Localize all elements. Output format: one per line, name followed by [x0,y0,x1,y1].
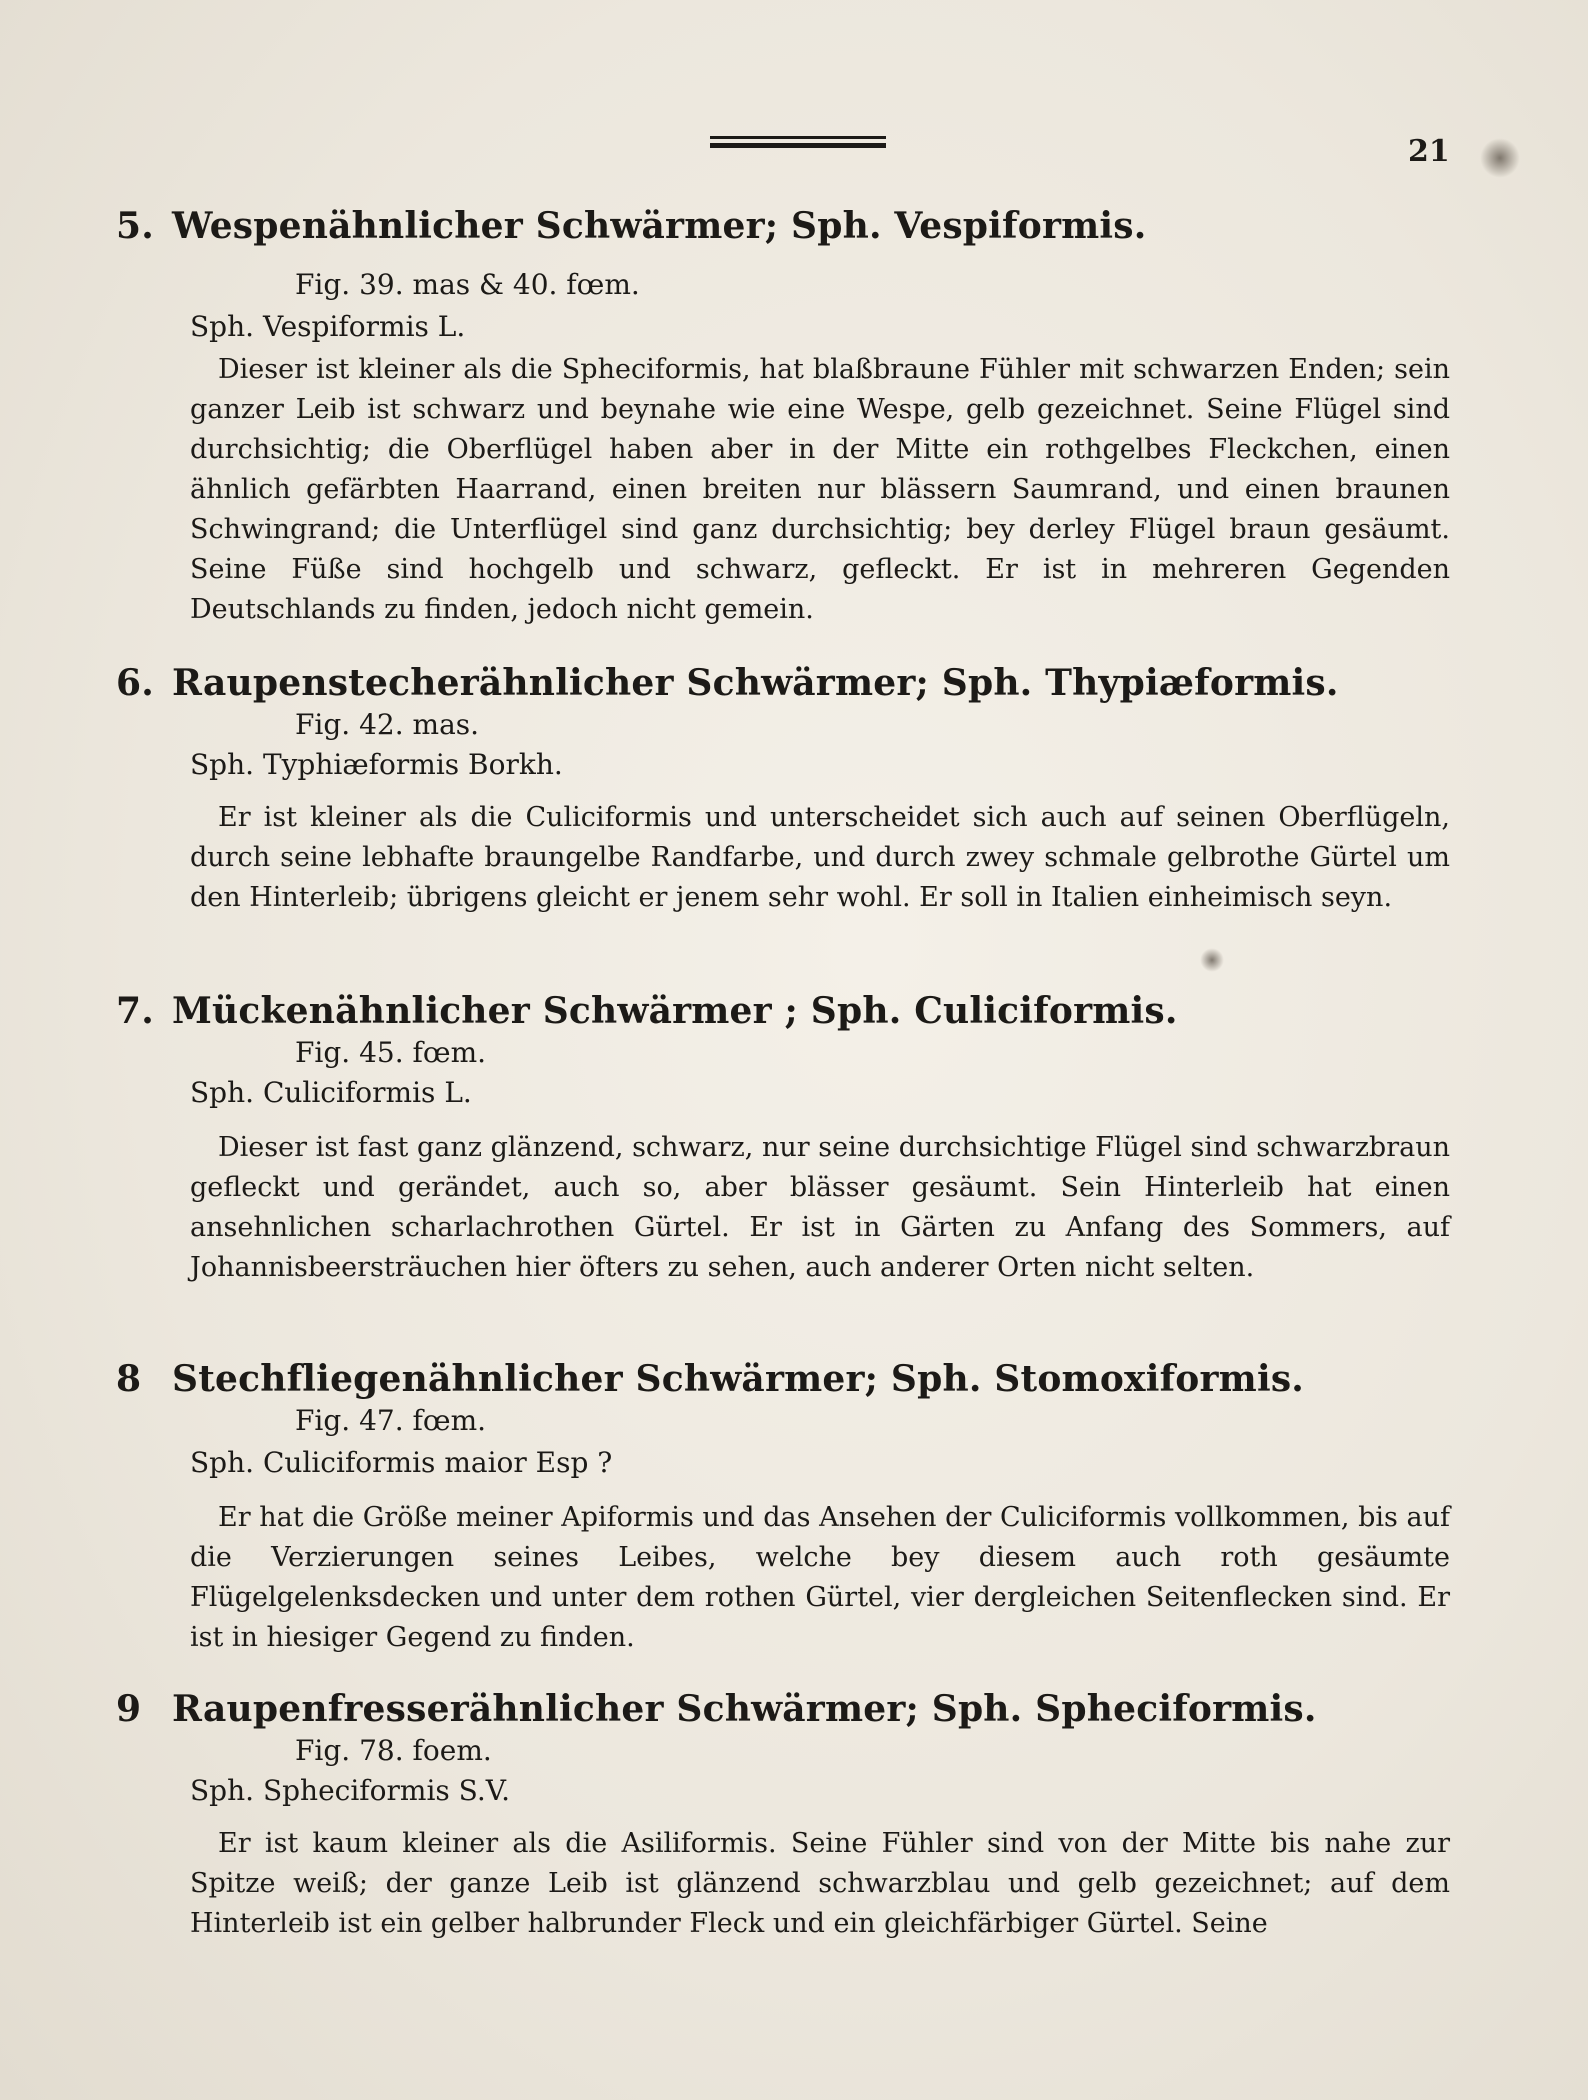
page-number: 21 [1408,134,1450,169]
figure-reference: Fig. 47. fœm. [295,1404,487,1437]
figure-reference: Fig. 78. foem. [295,1734,492,1767]
species-title: Mückenähnlicher Schwärmer ; Sph. Culiciformis. [172,990,1178,1032]
species-title: Wespenähnlicher Schwärmer; Sph. Vespiformis. [172,205,1147,247]
species-heading [116,662,1339,704]
species-synonym: Sph. Spheciformis S.V. [190,1774,510,1807]
species-title: Raupenstecherähnlicher Schwärmer; Sph. Thypiæformis. [172,662,1339,704]
species-number: 9 [116,1688,142,1730]
figure-reference: Fig. 39. mas & 40. fœm. [295,268,640,301]
ink-smudge [1200,948,1224,972]
species-heading [116,1358,1304,1400]
species-heading [116,1688,1317,1730]
species-number: 8 [116,1358,142,1400]
header-rule-thick-line [710,143,886,148]
figure-reference: Fig. 42. mas. [295,708,480,741]
species-number: 7. [116,990,154,1032]
species-description: Er ist kleiner als die Culiciformis und unterscheidet sich auch auf seinen Oberflügeln, durch seine lebhafte braungelbe Randfarbe, und durch zwey schmale gelbrothe Gürtel um den Hinterleib; übrigens gleicht er jenem sehr wohl. Er soll in Italien einheimisch seyn. [190,802,1450,913]
species-heading [116,990,1178,1032]
figure-reference: Fig. 45. fœm. [295,1036,487,1069]
species-synonym: Sph. Culiciformis L. [190,1076,472,1109]
species-title: Stechfliegenähnlicher Schwärmer; Sph. Stomoxiformis. [172,1358,1305,1400]
species-title: Raupenfresserähnlicher Schwärmer; Sph. Spheciformis. [172,1688,1317,1730]
species-number: 6. [116,662,154,704]
species-description: Er ist kaum kleiner als die Asiliformis. Seine Fühler sind von der Mitte bis nahe zur Spitze weiß; der ganze Leib ist glänzend schwarzblau und gelb gezeichnet; auf dem Hinterleib ist ein gelber halbrunder Fleck und ein gleichfärbiger Gürtel. Seine [190,1828,1450,1939]
species-description: Er hat die Größe meiner Apiformis und das Ansehen der Culiciformis vollkommen, bis auf die Verzierungen seines Leibes, welche bey diesem auch roth gesäumte Flügelgelenksdecken und unter dem rothen Gürtel, vier dergleichen Seitenflecken sind. Er ist in hiesiger Gegend zu finden. [190,1502,1450,1653]
header-rule [710,136,886,150]
species-description: Dieser ist fast ganz glänzend, schwarz, nur seine durchsichtige Flügel sind schwarzbraun gefleckt und gerändet, auch so, aber blässer gesäumt. Sein Hinterleib hat einen ansehnlichen scharlachrothen Gürtel. Er ist in Gärten zu Anfang des Sommers, auf Johannisbeersträuchen hier öfters zu sehen, auch anderer Orten nicht selten. [190,1132,1450,1283]
species-synonym: Sph. Culiciformis maior Esp ? [190,1446,613,1479]
species-number: 5. [116,205,154,247]
header-rule-thin-line [710,136,886,139]
ink-smudge [1480,138,1520,178]
species-synonym: Sph. Vespiformis L. [190,310,466,343]
species-heading [116,205,1147,247]
species-description: Dieser ist kleiner als die Spheciformis, hat blaßbraune Fühler mit schwarzen Enden; sein ganzer Leib ist schwarz und beynahe wie eine Wespe, gelb gezeichnet. Seine Flügel sind durchsichtig; die Oberflügel haben aber in der Mitte ein rothgelbes Fleckchen, einen ähnlich gefärbten Haarrand, einen breiten nur blässern Saumrand, und einen braunen Schwingrand; die Unterflügel sind ganz durchsichtig; bey derley Flügel braun gesäumt. Seine Füße sind hochgelb und schwarz, gefleckt. Er ist in mehreren Gegenden Deutschlands zu finden, jedoch nicht gemein. [190,354,1450,625]
species-synonym: Sph. Typhiæformis Borkh. [190,748,563,781]
